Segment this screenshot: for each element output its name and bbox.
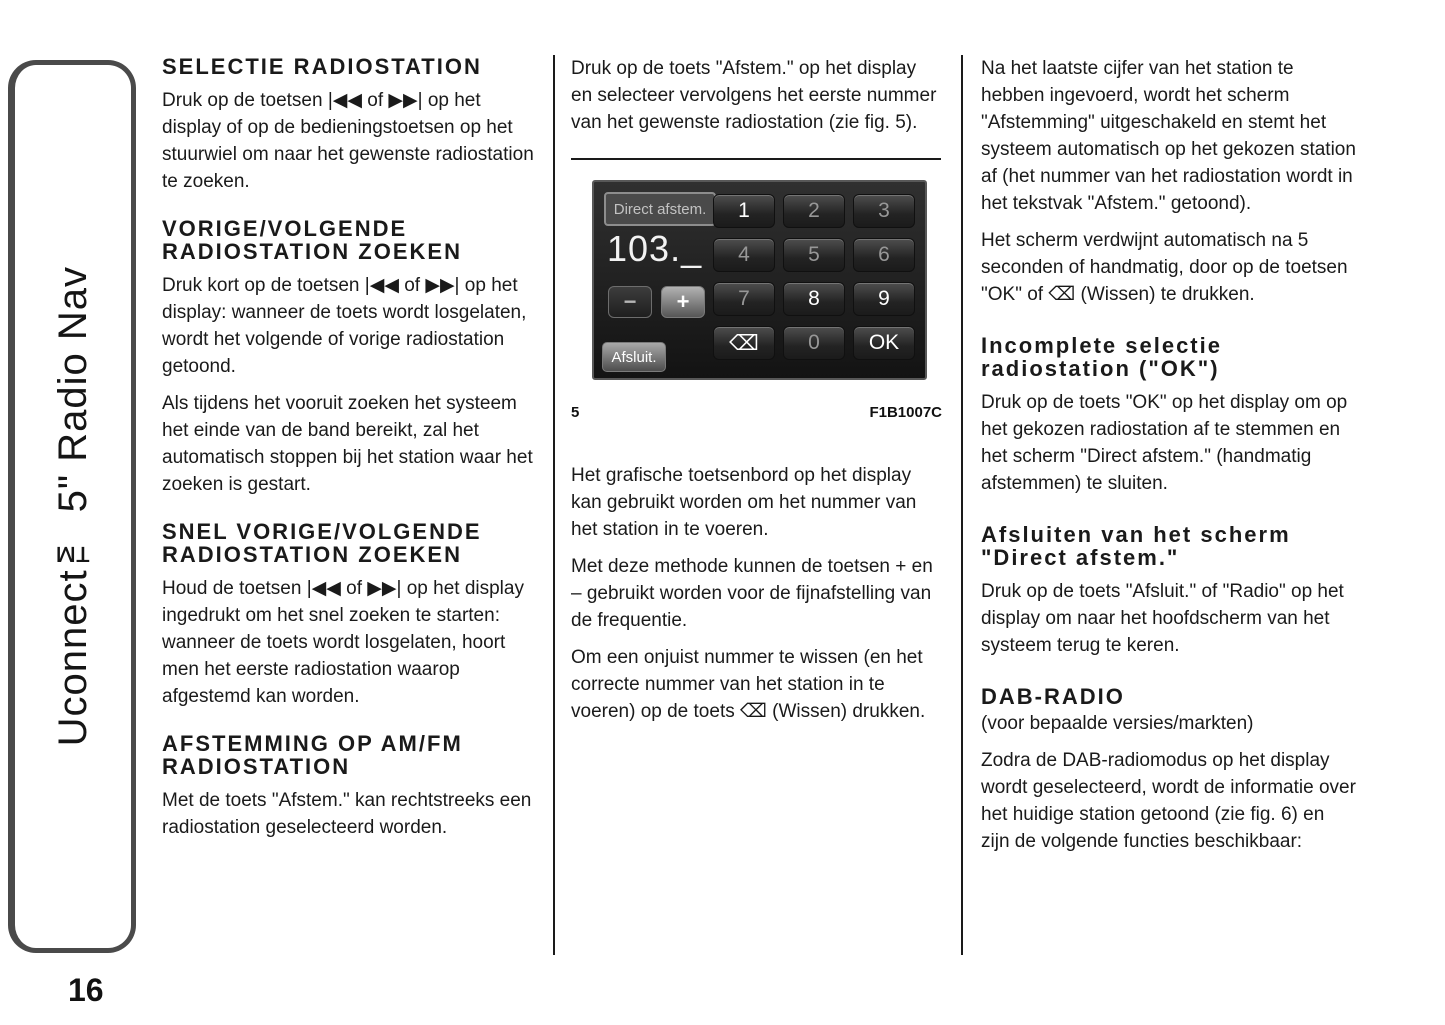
key-6: 6 [853,238,915,272]
key-9: 9 [853,282,915,316]
figure-5-radio-keypad [592,180,927,380]
heading-afsluiten-scherm: Afsluiten van het scherm "Direct afstem." [981,522,1291,570]
heading-incomplete-selectie: Incomplete selectie radiostation ("OK") [981,333,1222,381]
key-0: 0 [783,326,845,360]
column-2 [571,55,942,735]
heading-snel-zoeken: SNEL VORIGE/VOLGENDE RADIOSTATION ZOEKEN [162,519,482,567]
key-4: 4 [713,238,775,272]
body-paragraph: Druk op de toets "OK" op het display om op het gekozen radiostation af te stemmen en het scherm "Direct afstem." (handmatig afstemmen) te sluiten. [981,392,1348,494]
column-divider [961,55,963,955]
body-paragraph: Druk op de toetsen |◀◀ of ▶▶| op het display of op de bedieningstoetsen op het stuurwiel om naar het gewenste radiostation te zoeken. [162,90,534,192]
chapter-title: Uconnect™ 5" Radio Nav [50,266,95,747]
column-3 [981,55,1356,865]
minus-button: − [608,286,652,318]
afsluit-button: Afsluit. [602,342,666,372]
column-1 [162,55,539,851]
body-paragraph: Het grafische toetsenbord op het display kan gebruikt worden om het nummer van het station in te voeren. [571,465,917,540]
key-7: 7 [713,282,775,316]
heading-vorige-volgende-zoeken: VORIGE/VOLGENDE RADIOSTATION ZOEKEN [162,216,462,264]
key-1: 1 [713,194,775,228]
body-paragraph: Druk kort op de toetsen |◀◀ of ▶▶| op het display: wanneer de toets wordt losgelaten, wordt het volgende of vorige radiostation getoond. [162,275,527,377]
key-backspace-icon: ⌫ [713,326,775,360]
plus-button: + [661,286,705,318]
frequency-display: 103._ [607,228,703,269]
body-paragraph: Om een onjuist nummer te wissen (en het correcte nummer van het station in te voeren) op de toets ⌫ (Wissen) drukken. [571,647,926,722]
key-3: 3 [853,194,915,228]
chapter-tab [8,60,136,953]
key-2: 2 [783,194,845,228]
body-paragraph: Het scherm verdwijnt automatisch na 5 seconden of handmatig, door op de toetsen "OK" of ⌫ (Wissen) te drukken. [981,230,1348,305]
body-paragraph: Met deze methode kunnen de toetsen + en – gebruikt worden voor de fijnafstelling van de frequentie. [571,556,933,631]
column-divider [553,55,555,955]
body-paragraph: Zodra de DAB-radiomodus op het display wordt geselecteerd, wordt de informatie over het huidige station getoond (zie fig. 6) en zijn de volgende functies beschikbaar: [981,750,1356,852]
body-paragraph: Druk op de toets "Afstem." op het display en selecteer vervolgens het eerste nummer van het gewenste radiostation (zie fig. 5). [571,58,937,133]
body-paragraph: Als tijdens het vooruit zoeken het systeem het einde van de band bereikt, zal het automatisch stoppen bij het station waar het zoeken is gestart. [162,393,533,495]
key-8: 8 [783,282,845,316]
figure-number: 5 [571,404,580,421]
figure-code: F1B1007C [869,404,942,421]
heading-dab-radio: DAB-RADIO [981,684,1125,709]
dab-radio-subtitle: (voor bepaalde versies/markten) [981,713,1254,734]
direct-afstem-label: Direct afstem. [604,192,716,226]
page-number: 16 [68,972,104,1008]
key-ok: OK [853,326,915,360]
figure-divider [571,158,941,160]
key-5: 5 [783,238,845,272]
body-paragraph: Na het laatste cijfer van het station te hebben ingevoerd, wordt het scherm "Afstemming" uitgeschakeld en stemt het systeem automatisch op het gekozen station af (het nummer van het radiostation wordt in het tekstvak "Afstem." getoond). [981,58,1356,214]
body-paragraph: Houd de toetsen |◀◀ of ▶▶| op het display ingedrukt om het snel zoeken te starten: wanneer de toets wordt losgelaten, hoort men het eerste radiostation waarop afgestemd kan worden. [162,578,524,707]
numeric-keypad [713,194,915,360]
body-paragraph: Met de toets "Afstem." kan rechtstreeks een radiostation geselecteerd worden. [162,790,532,838]
body-paragraph: Druk op de toets "Afsluit." of "Radio" op het display om naar het hoofdscherm van het systeem terug te keren. [981,581,1344,656]
heading-selectie-radiostation: SELECTIE RADIOSTATION [162,54,482,79]
figure-caption [571,404,942,422]
fine-tune-buttons [608,286,705,318]
heading-afstemming-am-fm: AFSTEMMING OP AM/FM RADIOSTATION [162,731,463,779]
